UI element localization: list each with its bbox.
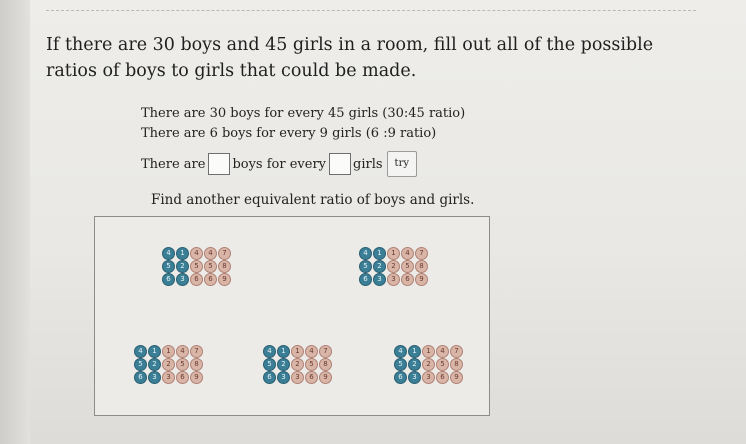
girl-token[interactable]: 1 bbox=[291, 345, 304, 358]
boy-token[interactable]: 2 bbox=[148, 358, 161, 371]
boy-token[interactable]: 3 bbox=[408, 371, 421, 384]
girl-token[interactable]: 2 bbox=[162, 358, 175, 371]
boy-token[interactable]: 3 bbox=[373, 273, 386, 286]
girl-token[interactable]: 2 bbox=[422, 358, 435, 371]
dot-group-1[interactable] bbox=[162, 247, 231, 286]
girl-token[interactable]: 8 bbox=[319, 358, 332, 371]
dot-row bbox=[359, 273, 428, 285]
girl-token[interactable]: 4 bbox=[176, 345, 189, 358]
girl-token[interactable]: 6 bbox=[401, 273, 414, 286]
boy-token[interactable]: 2 bbox=[176, 260, 189, 273]
girl-token[interactable]: 6 bbox=[305, 371, 318, 384]
girl-token[interactable]: 9 bbox=[450, 371, 463, 384]
dot-row bbox=[162, 247, 231, 259]
girl-token[interactable]: 8 bbox=[450, 358, 463, 371]
boys-input[interactable] bbox=[208, 153, 230, 175]
girl-token[interactable]: 7 bbox=[190, 345, 203, 358]
girl-token[interactable]: 2 bbox=[387, 260, 400, 273]
girl-token[interactable]: 4 bbox=[436, 345, 449, 358]
girl-token[interactable]: 8 bbox=[190, 358, 203, 371]
dot-row bbox=[134, 371, 203, 383]
boy-token[interactable]: 4 bbox=[263, 345, 276, 358]
girl-token[interactable]: 5 bbox=[176, 358, 189, 371]
girl-token[interactable]: 2 bbox=[291, 358, 304, 371]
girl-token[interactable]: 7 bbox=[319, 345, 332, 358]
boy-token[interactable]: 2 bbox=[408, 358, 421, 371]
fill-prefix-label: There are bbox=[141, 156, 206, 172]
ratio-line-6-9: There are 6 boys for every 9 girls (6 :9 ratio) bbox=[141, 126, 437, 141]
boy-token[interactable]: 5 bbox=[394, 358, 407, 371]
dot-row bbox=[394, 358, 463, 370]
girl-token[interactable]: 5 bbox=[190, 260, 203, 273]
boy-token[interactable]: 1 bbox=[148, 345, 161, 358]
boy-token[interactable]: 6 bbox=[134, 371, 147, 384]
girl-token[interactable]: 7 bbox=[218, 247, 231, 260]
top-divider bbox=[46, 10, 696, 11]
dot-group-5[interactable] bbox=[394, 345, 463, 384]
girl-token[interactable]: 7 bbox=[450, 345, 463, 358]
girl-token[interactable]: 3 bbox=[422, 371, 435, 384]
fill-middle-label: boys for every bbox=[232, 156, 327, 172]
fill-in-ratio-row bbox=[141, 151, 417, 177]
boy-token[interactable]: 3 bbox=[277, 371, 290, 384]
boy-token[interactable]: 6 bbox=[394, 371, 407, 384]
boy-token[interactable]: 5 bbox=[134, 358, 147, 371]
boy-token[interactable]: 1 bbox=[277, 345, 290, 358]
dot-row bbox=[263, 358, 332, 370]
girl-token[interactable]: 9 bbox=[415, 273, 428, 286]
girl-token[interactable]: 3 bbox=[291, 371, 304, 384]
boy-token[interactable]: 4 bbox=[162, 247, 175, 260]
dot-row bbox=[263, 371, 332, 383]
girl-token[interactable]: 7 bbox=[415, 247, 428, 260]
girl-token[interactable]: 6 bbox=[436, 371, 449, 384]
boy-token[interactable]: 1 bbox=[408, 345, 421, 358]
girl-token[interactable]: 8 bbox=[218, 260, 231, 273]
girl-token[interactable]: 4 bbox=[401, 247, 414, 260]
dot-row bbox=[134, 345, 203, 357]
girl-token[interactable]: 3 bbox=[387, 273, 400, 286]
boy-token[interactable]: 6 bbox=[263, 371, 276, 384]
boy-token[interactable]: 3 bbox=[176, 273, 189, 286]
question-text: If there are 30 boys and 45 girls in a room, fill out all of the possible ratios of boys to girls that could be made. bbox=[46, 35, 654, 81]
ratio-line-30-45: There are 30 boys for every 45 girls (30:45 ratio) bbox=[141, 106, 466, 121]
try-button[interactable]: try bbox=[387, 151, 417, 177]
dot-row bbox=[162, 273, 231, 285]
girl-token[interactable]: 4 bbox=[190, 247, 203, 260]
dot-row bbox=[162, 260, 231, 272]
grouping-panel[interactable] bbox=[94, 216, 490, 416]
boy-token[interactable]: 6 bbox=[359, 273, 372, 286]
boy-token[interactable]: 4 bbox=[394, 345, 407, 358]
boy-token[interactable]: 2 bbox=[373, 260, 386, 273]
boy-token[interactable]: 2 bbox=[277, 358, 290, 371]
boy-token[interactable]: 6 bbox=[162, 273, 175, 286]
girl-token[interactable]: 6 bbox=[204, 273, 217, 286]
dot-row bbox=[359, 260, 428, 272]
girl-token[interactable]: 5 bbox=[204, 260, 217, 273]
dot-row bbox=[134, 358, 203, 370]
fill-suffix-label: girls bbox=[353, 156, 383, 172]
boy-token[interactable]: 4 bbox=[134, 345, 147, 358]
boy-token[interactable]: 5 bbox=[359, 260, 372, 273]
girl-token[interactable]: 6 bbox=[190, 273, 203, 286]
monitor-edge bbox=[0, 0, 30, 444]
girl-token[interactable]: 4 bbox=[204, 247, 217, 260]
dot-row bbox=[263, 345, 332, 357]
boy-token[interactable]: 1 bbox=[373, 247, 386, 260]
girl-token[interactable]: 9 bbox=[218, 273, 231, 286]
dot-row bbox=[394, 345, 463, 357]
girl-token[interactable]: 1 bbox=[162, 345, 175, 358]
boy-token[interactable]: 5 bbox=[162, 260, 175, 273]
girl-token[interactable]: 5 bbox=[436, 358, 449, 371]
boy-token[interactable]: 5 bbox=[263, 358, 276, 371]
girl-token[interactable]: 8 bbox=[415, 260, 428, 273]
girl-token[interactable]: 5 bbox=[305, 358, 318, 371]
girl-token[interactable]: 4 bbox=[305, 345, 318, 358]
ratio-examples bbox=[141, 104, 465, 144]
dot-group-2[interactable] bbox=[359, 247, 428, 286]
boy-token[interactable]: 1 bbox=[176, 247, 189, 260]
girl-token[interactable]: 6 bbox=[176, 371, 189, 384]
girl-token[interactable]: 1 bbox=[422, 345, 435, 358]
boy-token[interactable]: 4 bbox=[359, 247, 372, 260]
girl-token[interactable]: 3 bbox=[162, 371, 175, 384]
dot-row bbox=[359, 247, 428, 259]
girls-input[interactable] bbox=[329, 153, 351, 175]
boy-token[interactable]: 3 bbox=[148, 371, 161, 384]
girl-token[interactable]: 5 bbox=[401, 260, 414, 273]
girl-token[interactable]: 9 bbox=[319, 371, 332, 384]
girl-token[interactable]: 9 bbox=[190, 371, 203, 384]
equivalent-ratio-prompt: Find another equivalent ratio of boys and girls. bbox=[151, 192, 475, 208]
girl-token[interactable]: 1 bbox=[387, 247, 400, 260]
dot-group-4[interactable] bbox=[263, 345, 332, 384]
dot-row bbox=[394, 371, 463, 383]
dot-group-3[interactable] bbox=[134, 345, 203, 384]
